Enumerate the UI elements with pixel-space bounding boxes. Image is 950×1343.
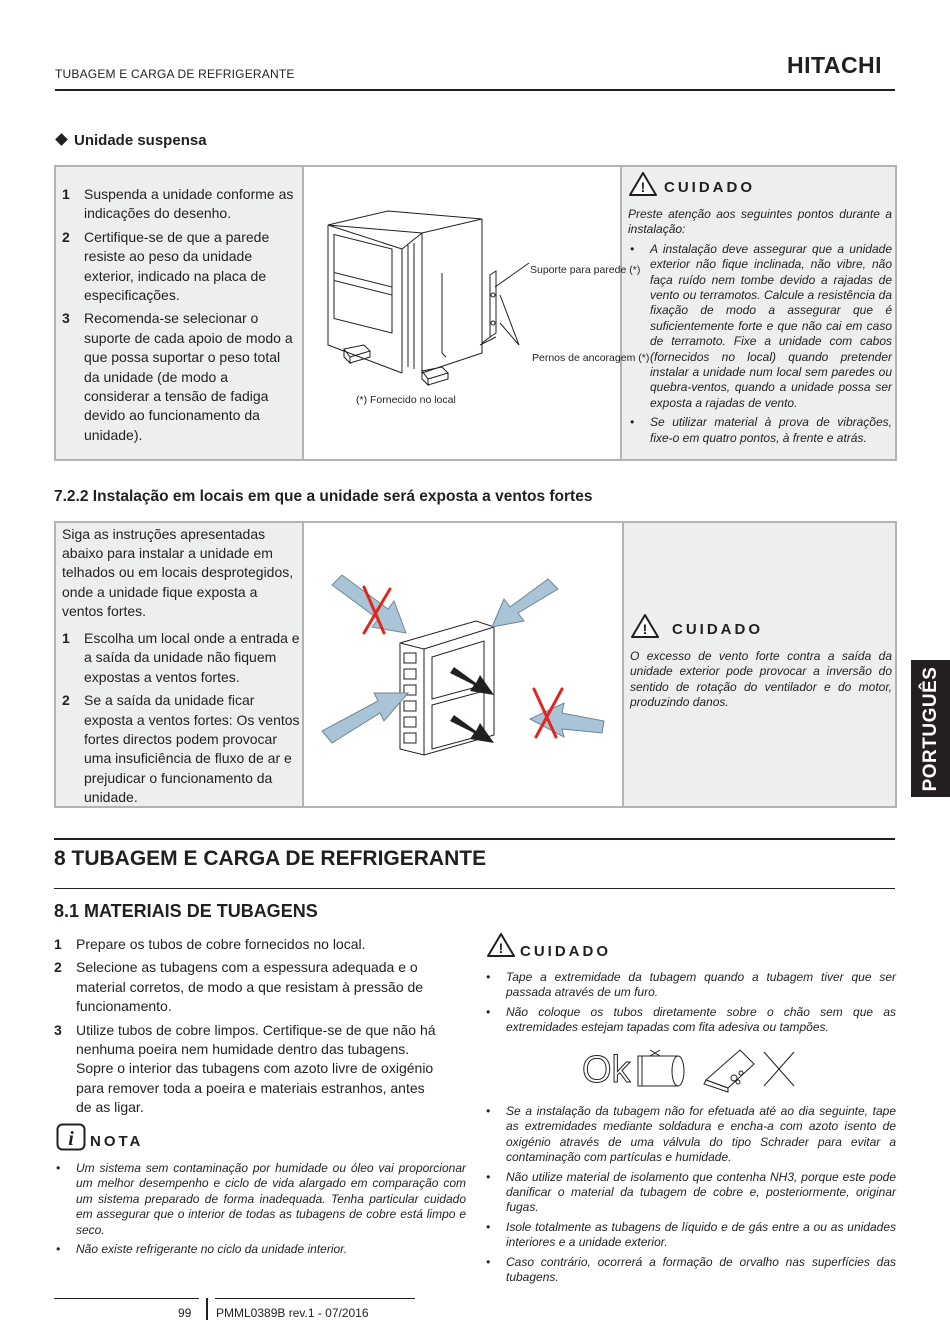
section-rule (54, 888, 895, 889)
list-item (48, 935, 444, 954)
suspended-panel (54, 165, 897, 461)
pipe-capping-illustration (578, 1042, 804, 1094)
label-anchor-bolts: Pernos de ancoragem (*) (532, 352, 650, 364)
list-item: • Tape a extremidade da tubagem quando a tubagem tiver que ser passada através de um furo. (486, 970, 896, 1000)
caution-bullet-text: Isole totalmente as tubagens de líquido e de gás entre a ou as unidades interiores e a unidade exterior. (506, 1219, 896, 1250)
svg-text:!: ! (498, 940, 504, 956)
svg-text:i: i (68, 1128, 74, 1150)
step-number: 1 (62, 630, 70, 646)
wind-exposure-illustration (304, 523, 622, 806)
note-bullet-text: Um sistema sem contaminação por humidade ou óleo vai proporcionar um melhor desempenho e ciclo de vida alargado em comparação com um sistema preparado de forma inadequada. Tenha particular cuidado em assegurar que o interior de todas as tubagens de cobre está limpo e seco. (76, 1161, 466, 1237)
step-text: Se a saída da unidade ficar exposta a ventos fortes: Os ventos fortes directos podem provocar uma insuficiência de fluxo de ar e prejudicar o funcionamento da unidade. (84, 692, 300, 806)
step-text: Escolha um local onde a entrada e a saída da unidade não fiquem expostas a ventos fortes. (84, 630, 300, 685)
label-field-supplied: (*) Fornecido no local (356, 394, 456, 406)
warning-triangle-icon (630, 613, 660, 639)
ok-label: Ok (582, 1049, 631, 1091)
materials-caution-lower (484, 1104, 896, 1289)
label-wall-bracket: Suporte para parede (*) (530, 264, 641, 276)
caution-bullet-text: Não coloque os tubos diretamente sobre o chão sem que as extremidades estejam tapadas com fita adesiva ou tampões. (506, 1004, 896, 1035)
running-header-title: TUBAGEM E CARGA DE REFRIGERANTE (55, 67, 295, 81)
list-item: • Um sistema sem contaminação por humidade ou óleo vai proporcionar um melhor desempenho e ciclo de vida alargado em comparação com um sistema preparado de forma inadequada. Tenha particular cuidado em assegurar que o interior de todas as tubagens de cobre está limpo e seco. (56, 1161, 466, 1237)
step-number: 2 (54, 959, 62, 976)
materials-note (54, 1123, 466, 1261)
step-number: 1 (62, 186, 70, 202)
list-item: • Se utilizar material à prova de vibrações, fixe-o em quatro pontos, à frente e atrás. (630, 415, 892, 445)
step-number: 2 (62, 692, 70, 709)
caution-bullet-text: A instalação deve assegurar que a unidade exterior não fique inclinada, não vibre, não faça ruído nem tombe devido a rajadas de vento ou terramotos. Calcule a resistência da fixação de modo a assegurar que é suficientemente forte e que não cai em caso de terramoto. Fixe a unidade com cabos (fornecidos no local) quando pretender instalar a unidade num local sem paredes ou quebra-ventos, quando a unidade possa ser exposta a rajadas de vento. (650, 241, 892, 410)
header-rule (55, 89, 895, 91)
wind-heading (54, 488, 592, 506)
list-item (48, 1021, 444, 1118)
list-item (56, 629, 300, 687)
note-title: NOTA (90, 1133, 144, 1150)
cell-divider (622, 523, 624, 806)
note-bullet-text: Não existe refrigerante no ciclo da unidade interior. (76, 1242, 348, 1257)
note-bullets (54, 1161, 466, 1257)
svg-text:!: ! (640, 179, 646, 195)
brand-logo: HITACHI (787, 52, 883, 78)
warning-triangle-icon (628, 171, 658, 197)
step-text: Recomenda-se selecionar o suporte de cada apoio de modo a que possa suportar o peso total da unidade (de modo a considerar a tensão de fadiga devido ao funcionamento da unidade). (84, 310, 293, 443)
list-item (56, 185, 296, 224)
wind-caution (630, 613, 892, 711)
suspended-steps (56, 185, 296, 449)
chapter-title: 8 TUBAGEM E CARGA DE REFRIGERANTE (54, 847, 487, 870)
caution-bullet-text: Tape a extremidade da tubagem quando a tubagem tiver que ser passada através de um furo. (506, 970, 896, 1000)
suspended-heading-text: Unidade suspensa (74, 132, 207, 149)
list-item: • Isole totalmente as tubagens de líquido e de gás entre a ou as unidades interiores e a unidade exterior. (486, 1219, 896, 1250)
list-item (56, 309, 296, 445)
language-side-tab-label: PORTUGUÊS (919, 666, 941, 791)
suspended-caution (628, 171, 892, 450)
step-text: Utilize tubos de cobre limpos. Certifique-se de que não há nenhuma poeira nem humidade dentro das tubagens. Sopre o interior das tubagens com azoto livre de oxigénio para remover toda a poeira e materiais estranhos, antes de as ligar. (76, 1021, 436, 1116)
language-side-tab (911, 660, 950, 797)
step-text: Selecione as tubagens com a espessura adequada e o material corretos, de modo a que resistam à pressão de funcionamento. (76, 959, 424, 1015)
footer-rule-left (54, 1298, 199, 1299)
page-number: 99 (178, 1306, 192, 1320)
step-text: Certifique-se de que a parede resiste ao peso da unidade exterior, indicado na placa de especificações. (84, 228, 270, 304)
wind-heading-number: 7.2.2 (54, 488, 89, 505)
list-item: • Se a instalação da tubagem não for efetuada até ao dia seguinte, tape as extremidades mediante soldadura e encha-a com azoto isento de oxigénio através de uma válvula do tipo Schrader para evitar a contaminação com partículas e humidade. (486, 1104, 896, 1165)
list-item (56, 228, 296, 306)
caution-bullets-top (484, 970, 896, 1036)
wind-panel (54, 521, 897, 808)
svg-text:!: ! (642, 621, 648, 637)
caution-bullet-text: Se a instalação da tubagem não for efetuada até ao dia seguinte, tape as extremidades mediante soldadura e encha-a com azoto isento de oxigénio através de uma válvula do tipo Schrader para evitar a contaminação com partículas e humidade. (506, 1104, 896, 1165)
caution-bullet-text: Se utilizar material à prova de vibrações, fixe-o em quatro pontos, à frente e atrás. (650, 415, 892, 445)
diamond-bullet-icon (55, 133, 68, 146)
caution-text: O excesso de vento forte contra a saída da unidade exterior pode provocar a inversão do sentido de rotação do ventilador e do motor, produzindo danos. (630, 649, 892, 710)
step-text: Prepare os tubos de cobre fornecidos no local. (76, 936, 366, 952)
step-number: 2 (62, 228, 70, 245)
wind-heading-text: Instalação em locais em que a unidade será exposta a ventos fortes (92, 488, 593, 505)
step-text: Suspenda a unidade conforme as indicações do desenho. (84, 186, 294, 222)
caution-bullets-bottom (484, 1104, 896, 1285)
warning-triangle-icon (486, 932, 516, 958)
section-title: 8.1 MATERIAIS DE TUBAGENS (54, 901, 318, 921)
suspended-heading (57, 132, 207, 149)
list-item: • Não utilize material de isolamento que contenha NH3, porque este pode danificar o material da tubagem de cobre e, posteriormente, originar fugas. (486, 1169, 896, 1215)
list-item: • Caso contrário, ocorrerá a formação de orvalho nas superfícies das tubagens. (486, 1254, 896, 1285)
caution-intro: Preste atenção aos seguintes pontos durante a instalação: (628, 207, 892, 237)
materials-steps (48, 935, 444, 1122)
materials-caution (484, 932, 896, 1040)
caution-title: CUIDADO (520, 943, 611, 960)
wind-steps (56, 629, 300, 812)
list-item (48, 958, 444, 1016)
list-item: • Não existe refrigerante no ciclo da unidade interior. (56, 1242, 348, 1257)
caution-title: CUIDADO (672, 621, 763, 638)
caution-bullet-text: Caso contrário, ocorrerá a formação de orvalho nas superfícies das tubagens. (506, 1254, 896, 1285)
chapter-rule (54, 838, 895, 840)
cell-divider (620, 167, 622, 459)
footer-divider (206, 1298, 208, 1320)
list-item (56, 691, 300, 807)
document-reference: PMML0389B rev.1 - 07/2016 (216, 1306, 369, 1320)
step-number: 3 (62, 310, 70, 327)
footer-rule-right (215, 1298, 415, 1299)
list-item: • A instalação deve assegurar que a unidade exterior não fique inclinada, não vibre, não faça ruído nem tombe devido a rajadas de vento ou terramotos. Calcule a resistência da fixação de modo a assegurar que é suficientemente forte e que não cai em caso de terramoto. Fixe a unidade com cabos (fornecidos no local) quando pretender instalar a unidade num local sem paredes ou quebra-ventos, quando a unidade possa ser exposta a rajadas de vento. (630, 241, 892, 410)
list-item: • Não coloque os tubos diretamente sobre o chão sem que as extremidades estejam tapadas com fita adesiva ou tampões. (486, 1004, 896, 1035)
caution-bullet-text: Não utilize material de isolamento que contenha NH3, porque este pode danificar o material da tubagem de cobre e, posteriormente, originar fugas. (506, 1169, 896, 1215)
info-icon (56, 1123, 86, 1151)
step-number: 1 (54, 936, 62, 952)
wind-intro: Siga as instruções apresentadas abaixo para instalar a unidade em telhados ou em locais desprotegidos, onde a unidade fique exposta a ventos fortes. (62, 526, 294, 619)
caution-bullets (628, 242, 892, 446)
suspended-unit-illustration (304, 167, 650, 459)
step-number: 3 (54, 1021, 62, 1038)
caution-title: CUIDADO (664, 179, 755, 196)
